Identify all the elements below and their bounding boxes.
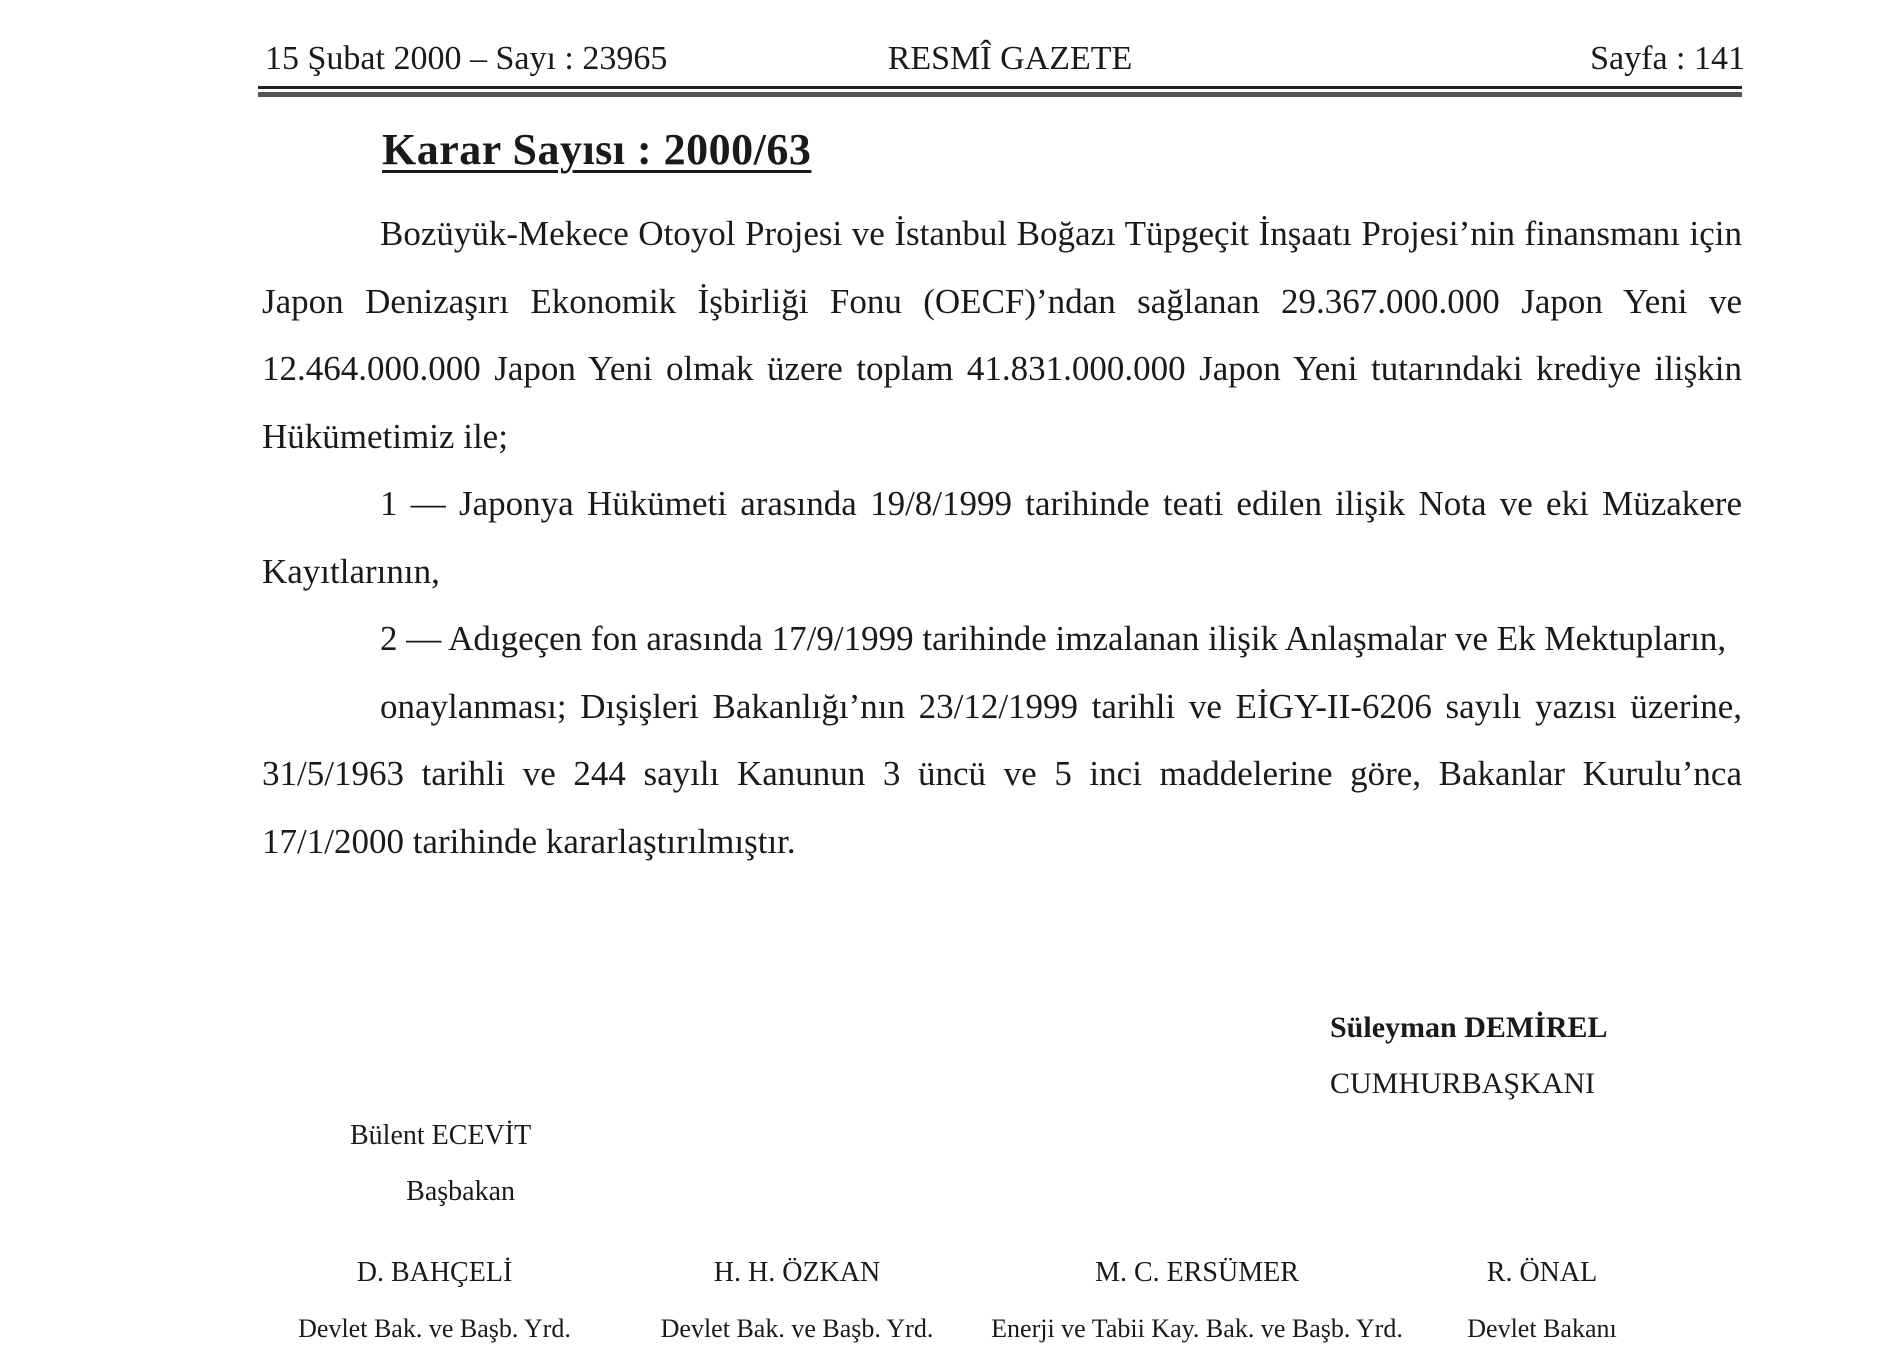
minister-role: Devlet Bak. ve Başb. Yrd.	[298, 1314, 571, 1343]
header-rule-bottom	[258, 92, 1742, 97]
minister-signature	[632, 1245, 962, 1357]
minister-name: M. C. ERSÜMER	[1095, 1257, 1299, 1288]
president-signature-block	[1330, 1000, 1608, 1112]
minister-name: R. ÖNAL	[1486, 1257, 1598, 1288]
prime-minister-signature-block	[350, 1108, 531, 1220]
prime-minister-title: Başbakan	[406, 1176, 516, 1207]
minister-name: D. BAHÇELİ	[356, 1257, 513, 1288]
minister-name: H. H. ÖZKAN	[713, 1257, 881, 1288]
ministers-signature-row	[262, 1245, 1662, 1345]
paragraph-item-2: 2 — Adıgeçen fon arasında 17/9/1999 tarihinde imzalanan ilişik Anlaşmalar ve Ek Mektupların,	[380, 619, 1727, 658]
president-name: Süleyman DEMİREL	[1330, 1011, 1608, 1044]
paragraph-intro: Bozüyük-Mekece Otoyol Projesi ve İstanbul Boğazı Tüpgeçit İnşaatı Projesi’nin finansmanı için Japon Denizaşırı Ekonomik İşbirliği Fonu (OECF)’ndan sağlanan 29.367.000.000 Japon Yeni ve 12.464.000.000 Japon Yeni olmak üzere toplam 41.831.000.000 Japon Yeni tutarındaki krediye ilişkin Hükümetimiz ile;	[262, 214, 1742, 456]
prime-minister-name: Bülent ECEVİT	[350, 1120, 532, 1151]
header-rule-top	[258, 86, 1742, 89]
president-title: CUMHURBAŞKANI	[1330, 1067, 1596, 1100]
header-date-issue: 15 Şubat 2000 – Sayı : 23965	[265, 40, 668, 77]
minister-role: Devlet Bak. ve Başb. Yrd.	[660, 1314, 934, 1343]
decision-number-title: Karar Sayısı : 2000/63	[382, 125, 812, 174]
decision-body	[262, 200, 1742, 875]
paragraph-item-1: 1 — Japonya Hükümeti arasında 19/8/1999 tarihinde teati edilen ilişik Nota ve eki Müzakere Kayıtlarının,	[262, 484, 1742, 591]
header-page-number: Sayfa : 141	[1590, 40, 1745, 77]
paragraph-conclusion: onaylanması; Dışişleri Bakanlığı’nın 23/12/1999 tarihli ve EİGY-II-6206 sayılı yazısı üzerine, 31/5/1963 tarihli ve 244 sayılı Kanunun 3 üncü ve 5 inci maddelerine göre, Bakanlar Kurulu’nca 17/1/2000 tarihinde kararlaştırılmıştır.	[262, 686, 1742, 861]
minister-signature	[1432, 1245, 1652, 1357]
header-publication-title: RESMÎ GAZETE	[887, 40, 1133, 77]
minister-role: Enerji ve Tabii Kay. Bak. ve Başb. Yrd.	[991, 1314, 1403, 1343]
minister-role: Devlet Bakanı	[1467, 1314, 1617, 1343]
minister-signature	[262, 1245, 607, 1357]
minister-signature	[977, 1245, 1417, 1357]
page-header	[265, 40, 1745, 90]
